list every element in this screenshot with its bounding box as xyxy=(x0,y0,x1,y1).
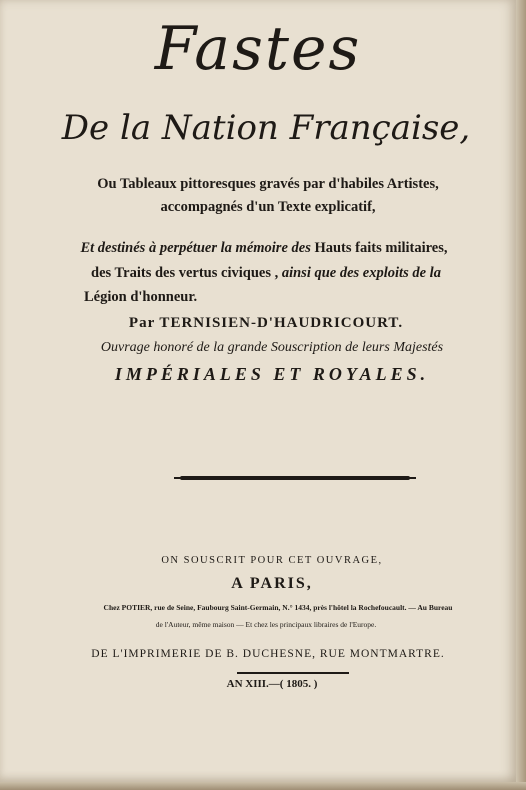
honor-line-1: Ouvrage honoré de la grande Souscription de leurs Majestés xyxy=(100,340,444,355)
subtitle-line-2: accompagnés d'un Texte explicatif, xyxy=(160,199,376,215)
address-line-2: de l'Auteur, même maison — Et chez les principaux libraires de l'Europe. xyxy=(155,620,377,629)
main-subtitle: De la Nation Française, xyxy=(61,108,471,148)
date-rule xyxy=(237,672,349,674)
subtitle-line-1: Ou Tableaux pittoresques gravés par d'habiles Artistes, xyxy=(97,176,439,192)
date-line: AN XIII.—( 1805. ) xyxy=(226,678,318,690)
purpose-line-1-rest: Hauts faits militaires, xyxy=(314,240,448,256)
city-line: A PARIS, xyxy=(231,575,313,592)
honor-line-2: IMPÉRIALES ET ROYALES. xyxy=(114,364,430,384)
purpose-line-2 xyxy=(8,265,524,282)
ornamental-rule xyxy=(180,476,410,480)
purpose-line-1 xyxy=(6,240,522,257)
address-line-1: Chez POTIER, rue de Seine, Faubourg Saint-Germain, N.° 1434, près l'hôtel la Rochefoucault. — Au Bureau xyxy=(103,603,453,612)
main-title: Fastes xyxy=(154,14,362,84)
printer-line: DE L'IMPRIMERIE DE B. DUCHESNE, RUE MONTMARTRE. xyxy=(91,648,445,660)
book-edge-right xyxy=(516,0,526,790)
purpose-line-2-start: des Traits des vertus civiques , xyxy=(91,265,279,281)
purpose-line-2-italic: ainsi que des exploits de la xyxy=(281,265,441,281)
subscription-line: ON SOUSCRIT POUR CET OUVRAGE, xyxy=(161,555,383,566)
purpose-line-1-italic: Et destinés à perpétuer la mémoire des xyxy=(80,240,311,256)
purpose-line-3: Légion d'honneur. xyxy=(84,289,198,305)
author-line: Par TERNISIEN-D'HAUDRICOURT. xyxy=(128,315,404,331)
book-edge-bottom xyxy=(0,782,526,790)
